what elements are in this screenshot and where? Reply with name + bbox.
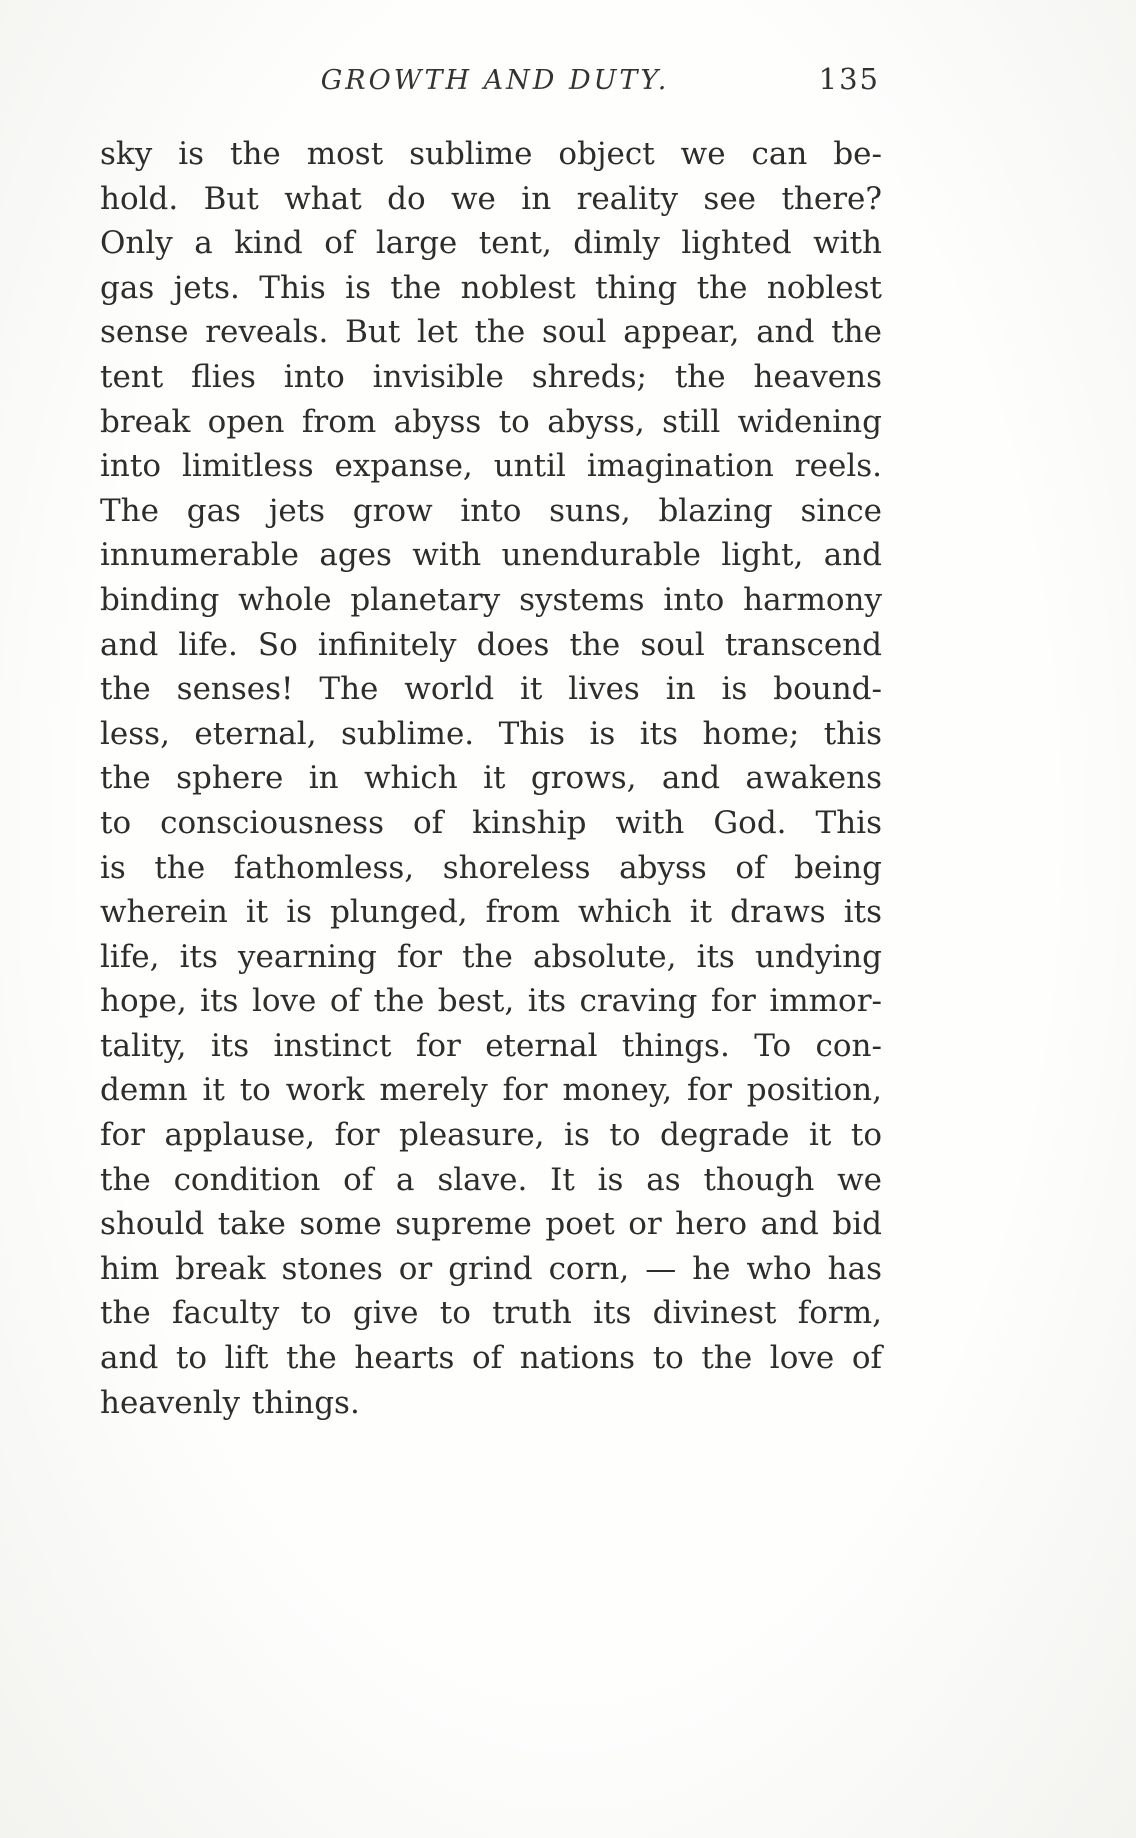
text-line: binding whole planetary systems into harmony (100, 581, 882, 618)
text-line: and life. So infinitely does the soul transcend (100, 626, 882, 663)
text-line: the senses! The world it lives in is bound- (100, 671, 882, 708)
text-line: Only a kind of large tent, dimly lighted with (100, 225, 882, 262)
text-line: hold. But what do we in reality see there? (100, 180, 882, 217)
text-line: into limitless expanse, until imagination reels. (100, 448, 882, 485)
text-line: should take some supreme poet or hero and bid (100, 1206, 882, 1243)
text-line: the sphere in which it grows, and awakens (100, 760, 882, 797)
text-line: less, eternal, sublime. This is its home; this (100, 715, 882, 752)
text-line: the condition of a slave. It is as though we (100, 1161, 882, 1198)
text-line: is the fathomless, shoreless abyss of being (100, 849, 882, 886)
text-line: life, its yearning for the absolute, its undying (100, 938, 882, 975)
text-line: and to lift the hearts of nations to the love of (100, 1340, 882, 1377)
text-line: wherein it is plunged, from which it draws its (100, 894, 882, 931)
text-line: him break stones or grind corn, — he who has (100, 1250, 882, 1287)
page-number: 135 (818, 62, 880, 96)
text-line: innumerable ages with unendurable light, and (100, 537, 882, 574)
text-line: the faculty to give to truth its divinest form, (100, 1295, 882, 1332)
text-line: to consciousness of kinship with God. This (100, 804, 882, 841)
running-head (100, 62, 880, 96)
running-title: GROWTH AND DUTY. (320, 65, 670, 96)
text-line: gas jets. This is the noblest thing the noblest (100, 269, 882, 306)
text-line: break open from abyss to abyss, still widening (100, 403, 882, 440)
text-line: demn it to work merely for money, for position, (100, 1072, 882, 1109)
text-line: heavenly things. (100, 1384, 360, 1421)
text-line: sky is the most sublime object we can be- (100, 136, 882, 172)
text-line: The gas jets grow into suns, blazing since (100, 492, 882, 529)
text-line: hope, its love of the best, its craving for immor- (100, 983, 882, 1020)
page-body (100, 132, 882, 1425)
text-line: for applause, for pleasure, is to degrade it to (100, 1117, 882, 1154)
text-line: tent flies into invisible shreds; the heavens (100, 358, 882, 395)
text-line: tality, its instinct for eternal things. To con- (100, 1027, 882, 1064)
text-line: sense reveals. But let the soul appear, and the (100, 314, 882, 351)
